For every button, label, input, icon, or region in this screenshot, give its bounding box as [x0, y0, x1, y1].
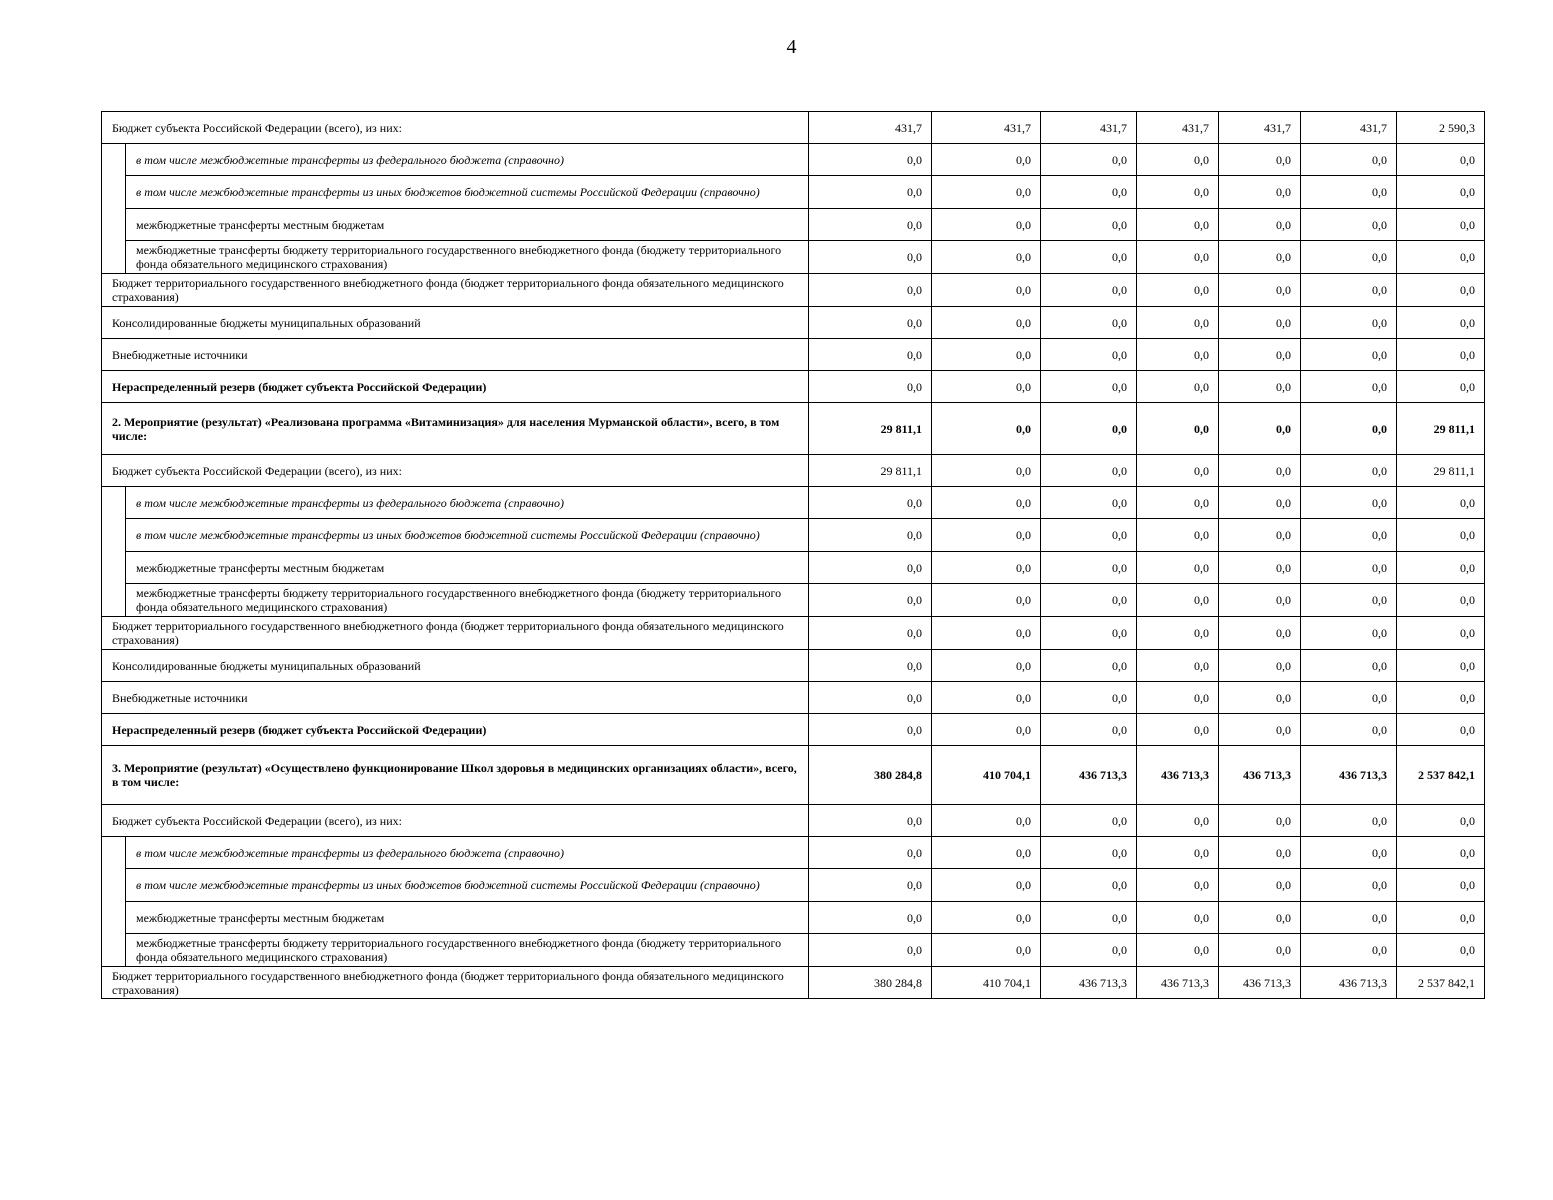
value-cell: 0,0 [932, 241, 1041, 274]
value-cell: 0,0 [1137, 209, 1219, 241]
value-cell: 0,0 [1041, 487, 1137, 519]
value-cell: 0,0 [1301, 902, 1397, 934]
value-cell: 0,0 [1137, 307, 1219, 339]
value-cell: 0,0 [1041, 805, 1137, 837]
value-cell: 0,0 [1397, 209, 1485, 241]
value-cell: 0,0 [1301, 209, 1397, 241]
value-cell: 0,0 [1137, 339, 1219, 371]
table-row [102, 584, 1485, 617]
value-cell: 0,0 [809, 144, 932, 176]
value-cell: 436 713,3 [1301, 746, 1397, 805]
value-cell: 0,0 [932, 902, 1041, 934]
value-cell: 0,0 [809, 241, 932, 274]
value-cell: 0,0 [1041, 403, 1137, 455]
value-cell: 0,0 [809, 805, 932, 837]
value-cell: 0,0 [932, 714, 1041, 746]
row-label: межбюджетные трансферты местным бюджетам [126, 552, 809, 584]
row-label: 3. Мероприятие (результат) «Осуществлено функционирование Школ здоровья в медицинских организациях области», всего, в том числе: [102, 746, 809, 805]
value-cell: 0,0 [1137, 144, 1219, 176]
value-cell: 0,0 [1301, 584, 1397, 617]
value-cell: 29 811,1 [809, 455, 932, 487]
table-row [102, 967, 1485, 999]
value-cell: 0,0 [1301, 837, 1397, 869]
value-cell: 380 284,8 [809, 967, 932, 999]
value-cell: 0,0 [1137, 584, 1219, 617]
value-cell: 0,0 [932, 403, 1041, 455]
value-cell: 0,0 [1137, 241, 1219, 274]
value-cell: 0,0 [1397, 837, 1485, 869]
value-cell: 0,0 [1041, 934, 1137, 967]
row-label: Внебюджетные источники [102, 339, 809, 371]
table-row [102, 682, 1485, 714]
value-cell: 0,0 [1219, 307, 1301, 339]
value-cell: 0,0 [1219, 584, 1301, 617]
value-cell: 0,0 [809, 371, 932, 403]
indent-cell [102, 144, 126, 176]
value-cell: 0,0 [809, 274, 932, 307]
row-label: в том числе межбюджетные трансферты из иных бюджетов бюджетной системы Российской Федерации (справочно) [126, 869, 809, 902]
value-cell: 0,0 [1137, 487, 1219, 519]
row-label: Бюджет субъекта Российской Федерации (всего), из них: [102, 112, 809, 144]
value-cell: 0,0 [1301, 455, 1397, 487]
indent-cell [102, 519, 126, 552]
value-cell: 0,0 [932, 339, 1041, 371]
page-number: 4 [786, 36, 797, 58]
table-row [102, 339, 1485, 371]
value-cell: 0,0 [809, 552, 932, 584]
value-cell: 0,0 [1397, 714, 1485, 746]
value-cell: 0,0 [809, 682, 932, 714]
value-cell: 0,0 [1301, 650, 1397, 682]
value-cell: 0,0 [1397, 552, 1485, 584]
budget-table [101, 111, 1485, 999]
row-label: межбюджетные трансферты бюджету территориального государственного внебюджетного фонда (бюджету территориального фонда обязательного медицинского страхования) [126, 241, 809, 274]
row-label: Бюджет территориального государственного внебюджетного фонда (бюджет территориального фонда обязательного медицинского страхования) [102, 617, 809, 650]
value-cell: 0,0 [1041, 869, 1137, 902]
value-cell: 0,0 [1219, 455, 1301, 487]
value-cell: 0,0 [1219, 934, 1301, 967]
value-cell: 0,0 [1041, 274, 1137, 307]
row-label: в том числе межбюджетные трансферты из иных бюджетов бюджетной системы Российской Федерации (справочно) [126, 176, 809, 209]
value-cell: 0,0 [932, 209, 1041, 241]
value-cell: 0,0 [932, 274, 1041, 307]
value-cell: 436 713,3 [1301, 967, 1397, 999]
value-cell: 0,0 [809, 617, 932, 650]
row-label: Нераспределенный резерв (бюджет субъекта Российской Федерации) [102, 714, 809, 746]
value-cell: 0,0 [1041, 371, 1137, 403]
indent-cell [102, 902, 126, 934]
row-label: Внебюджетные источники [102, 682, 809, 714]
indent-cell [102, 934, 126, 967]
value-cell: 436 713,3 [1041, 746, 1137, 805]
value-cell: 0,0 [1137, 552, 1219, 584]
value-cell: 410 704,1 [932, 746, 1041, 805]
value-cell: 0,0 [932, 805, 1041, 837]
value-cell: 436 713,3 [1219, 967, 1301, 999]
value-cell: 431,7 [1041, 112, 1137, 144]
value-cell: 0,0 [1301, 241, 1397, 274]
value-cell: 0,0 [1397, 371, 1485, 403]
value-cell: 0,0 [932, 307, 1041, 339]
row-label: Бюджет территориального государственного внебюджетного фонда (бюджет территориального фонда обязательного медицинского страхования) [102, 967, 809, 999]
value-cell: 0,0 [932, 552, 1041, 584]
value-cell: 0,0 [1219, 805, 1301, 837]
value-cell: 0,0 [809, 176, 932, 209]
value-cell: 0,0 [1397, 339, 1485, 371]
value-cell: 0,0 [1301, 934, 1397, 967]
value-cell: 0,0 [1219, 714, 1301, 746]
value-cell: 0,0 [1137, 455, 1219, 487]
row-label: межбюджетные трансферты бюджету территориального государственного внебюджетного фонда (бюджету территориального фонда обязательного медицинского страхования) [126, 934, 809, 967]
value-cell: 29 811,1 [1397, 455, 1485, 487]
value-cell: 0,0 [1219, 617, 1301, 650]
value-cell: 431,7 [809, 112, 932, 144]
value-cell: 431,7 [932, 112, 1041, 144]
value-cell: 0,0 [932, 176, 1041, 209]
value-cell: 0,0 [1041, 455, 1137, 487]
value-cell: 0,0 [1397, 307, 1485, 339]
table-row [102, 650, 1485, 682]
value-cell: 0,0 [1397, 241, 1485, 274]
value-cell: 436 713,3 [1137, 967, 1219, 999]
value-cell: 0,0 [1041, 650, 1137, 682]
value-cell: 0,0 [809, 902, 932, 934]
value-cell: 0,0 [1041, 617, 1137, 650]
row-label: Бюджет субъекта Российской Федерации (всего), из них: [102, 455, 809, 487]
value-cell: 0,0 [1137, 176, 1219, 209]
table-row [102, 902, 1485, 934]
value-cell: 0,0 [1137, 371, 1219, 403]
value-cell: 0,0 [1219, 902, 1301, 934]
value-cell: 431,7 [1137, 112, 1219, 144]
value-cell: 0,0 [1219, 487, 1301, 519]
value-cell: 0,0 [1041, 144, 1137, 176]
value-cell: 0,0 [1041, 209, 1137, 241]
value-cell: 0,0 [1137, 837, 1219, 869]
value-cell: 0,0 [1397, 902, 1485, 934]
value-cell: 0,0 [1397, 934, 1485, 967]
value-cell: 0,0 [1397, 682, 1485, 714]
row-label: межбюджетные трансферты местным бюджетам [126, 209, 809, 241]
value-cell: 0,0 [1219, 144, 1301, 176]
value-cell: 0,0 [809, 209, 932, 241]
indent-cell [102, 487, 126, 519]
value-cell: 431,7 [1219, 112, 1301, 144]
value-cell: 0,0 [1397, 176, 1485, 209]
value-cell: 0,0 [1397, 650, 1485, 682]
table-row [102, 487, 1485, 519]
row-label: в том числе межбюджетные трансферты из федерального бюджета (справочно) [126, 837, 809, 869]
table-row [102, 307, 1485, 339]
value-cell: 0,0 [1041, 837, 1137, 869]
value-cell: 0,0 [1301, 487, 1397, 519]
value-cell: 0,0 [1301, 307, 1397, 339]
value-cell: 0,0 [1301, 403, 1397, 455]
value-cell: 0,0 [809, 519, 932, 552]
table-row [102, 176, 1485, 209]
value-cell: 0,0 [1041, 552, 1137, 584]
row-label: Консолидированные бюджеты муниципальных образований [102, 307, 809, 339]
table-row [102, 112, 1485, 144]
value-cell: 0,0 [1301, 617, 1397, 650]
table-row [102, 552, 1485, 584]
value-cell: 0,0 [1397, 274, 1485, 307]
value-cell: 0,0 [1041, 176, 1137, 209]
row-label: межбюджетные трансферты местным бюджетам [126, 902, 809, 934]
row-label: в том числе межбюджетные трансферты из иных бюджетов бюджетной системы Российской Федерации (справочно) [126, 519, 809, 552]
value-cell: 0,0 [1041, 339, 1137, 371]
value-cell: 2 590,3 [1397, 112, 1485, 144]
value-cell: 0,0 [809, 487, 932, 519]
value-cell: 436 713,3 [1041, 967, 1137, 999]
table-row [102, 274, 1485, 307]
value-cell: 0,0 [1219, 339, 1301, 371]
indent-cell [102, 584, 126, 617]
value-cell: 0,0 [1397, 519, 1485, 552]
value-cell: 0,0 [1219, 209, 1301, 241]
value-cell: 0,0 [1301, 682, 1397, 714]
value-cell: 436 713,3 [1219, 746, 1301, 805]
table-row [102, 869, 1485, 902]
value-cell: 0,0 [1397, 617, 1485, 650]
value-cell: 0,0 [1397, 584, 1485, 617]
value-cell: 0,0 [932, 837, 1041, 869]
row-label: в том числе межбюджетные трансферты из федерального бюджета (справочно) [126, 144, 809, 176]
value-cell: 0,0 [1219, 869, 1301, 902]
table-row [102, 144, 1485, 176]
value-cell: 0,0 [1137, 519, 1219, 552]
value-cell: 0,0 [1397, 487, 1485, 519]
value-cell: 0,0 [1137, 805, 1219, 837]
row-label: в том числе межбюджетные трансферты из федерального бюджета (справочно) [126, 487, 809, 519]
value-cell: 2 537 842,1 [1397, 967, 1485, 999]
indent-cell [102, 176, 126, 209]
value-cell: 0,0 [809, 307, 932, 339]
value-cell: 0,0 [809, 714, 932, 746]
value-cell: 0,0 [1301, 339, 1397, 371]
value-cell: 0,0 [1041, 519, 1137, 552]
value-cell: 0,0 [1219, 274, 1301, 307]
value-cell: 0,0 [1219, 241, 1301, 274]
table-row [102, 746, 1485, 805]
value-cell: 0,0 [1219, 519, 1301, 552]
indent-cell [102, 241, 126, 274]
value-cell: 0,0 [1041, 307, 1137, 339]
value-cell: 0,0 [1137, 682, 1219, 714]
value-cell: 0,0 [1219, 650, 1301, 682]
value-cell: 29 811,1 [1397, 403, 1485, 455]
indent-cell [102, 837, 126, 869]
value-cell: 0,0 [1301, 552, 1397, 584]
value-cell: 0,0 [932, 144, 1041, 176]
value-cell: 0,0 [1301, 144, 1397, 176]
value-cell: 0,0 [932, 371, 1041, 403]
table-row [102, 805, 1485, 837]
value-cell: 410 704,1 [932, 967, 1041, 999]
value-cell: 436 713,3 [1137, 746, 1219, 805]
value-cell: 0,0 [1301, 519, 1397, 552]
value-cell: 0,0 [932, 455, 1041, 487]
value-cell: 0,0 [1219, 837, 1301, 869]
value-cell: 0,0 [932, 519, 1041, 552]
value-cell: 0,0 [1137, 714, 1219, 746]
value-cell: 0,0 [809, 339, 932, 371]
value-cell: 0,0 [932, 584, 1041, 617]
value-cell: 0,0 [1301, 805, 1397, 837]
value-cell: 380 284,8 [809, 746, 932, 805]
value-cell: 0,0 [809, 584, 932, 617]
table-row [102, 617, 1485, 650]
value-cell: 0,0 [1219, 403, 1301, 455]
value-cell: 0,0 [932, 650, 1041, 682]
value-cell: 29 811,1 [809, 403, 932, 455]
table-row [102, 934, 1485, 967]
table-row [102, 241, 1485, 274]
value-cell: 0,0 [932, 934, 1041, 967]
value-cell: 0,0 [1219, 552, 1301, 584]
value-cell: 0,0 [1301, 869, 1397, 902]
value-cell: 0,0 [1397, 805, 1485, 837]
table-row [102, 455, 1485, 487]
value-cell: 0,0 [1041, 584, 1137, 617]
value-cell: 0,0 [809, 934, 932, 967]
value-cell: 0,0 [1397, 144, 1485, 176]
table-row [102, 519, 1485, 552]
value-cell: 0,0 [809, 650, 932, 682]
value-cell: 0,0 [1301, 176, 1397, 209]
value-cell: 0,0 [1219, 682, 1301, 714]
value-cell: 0,0 [809, 837, 932, 869]
value-cell: 0,0 [1301, 371, 1397, 403]
value-cell: 0,0 [1137, 869, 1219, 902]
value-cell: 0,0 [1137, 902, 1219, 934]
value-cell: 0,0 [1041, 241, 1137, 274]
row-label: 2. Мероприятие (результат) «Реализована программа «Витаминизация» для населения Мурманской области», всего, в том числе: [102, 403, 809, 455]
row-label: Консолидированные бюджеты муниципальных образований [102, 650, 809, 682]
value-cell: 0,0 [932, 869, 1041, 902]
value-cell: 431,7 [1301, 112, 1397, 144]
table-row [102, 714, 1485, 746]
value-cell: 0,0 [1137, 403, 1219, 455]
row-label: Бюджет субъекта Российской Федерации (всего), из них: [102, 805, 809, 837]
indent-cell [102, 552, 126, 584]
value-cell: 0,0 [1219, 176, 1301, 209]
value-cell: 0,0 [932, 682, 1041, 714]
value-cell: 2 537 842,1 [1397, 746, 1485, 805]
value-cell: 0,0 [1137, 617, 1219, 650]
value-cell: 0,0 [1041, 682, 1137, 714]
table-row [102, 403, 1485, 455]
table-row [102, 209, 1485, 241]
value-cell: 0,0 [1137, 934, 1219, 967]
value-cell: 0,0 [809, 869, 932, 902]
table-row [102, 837, 1485, 869]
budget-table-body [102, 112, 1485, 999]
row-label: межбюджетные трансферты бюджету территориального государственного внебюджетного фонда (бюджету территориального фонда обязательного медицинского страхования) [126, 584, 809, 617]
value-cell: 0,0 [1219, 371, 1301, 403]
value-cell: 0,0 [1137, 650, 1219, 682]
value-cell: 0,0 [1301, 714, 1397, 746]
row-label: Бюджет территориального государственного внебюджетного фонда (бюджет территориального фонда обязательного медицинского страхования) [102, 274, 809, 307]
row-label: Нераспределенный резерв (бюджет субъекта Российской Федерации) [102, 371, 809, 403]
value-cell: 0,0 [1301, 274, 1397, 307]
value-cell: 0,0 [1041, 714, 1137, 746]
value-cell: 0,0 [1041, 902, 1137, 934]
value-cell: 0,0 [932, 617, 1041, 650]
table-row [102, 371, 1485, 403]
indent-cell [102, 869, 126, 902]
value-cell: 0,0 [1397, 869, 1485, 902]
value-cell: 0,0 [932, 487, 1041, 519]
indent-cell [102, 209, 126, 241]
value-cell: 0,0 [1137, 274, 1219, 307]
